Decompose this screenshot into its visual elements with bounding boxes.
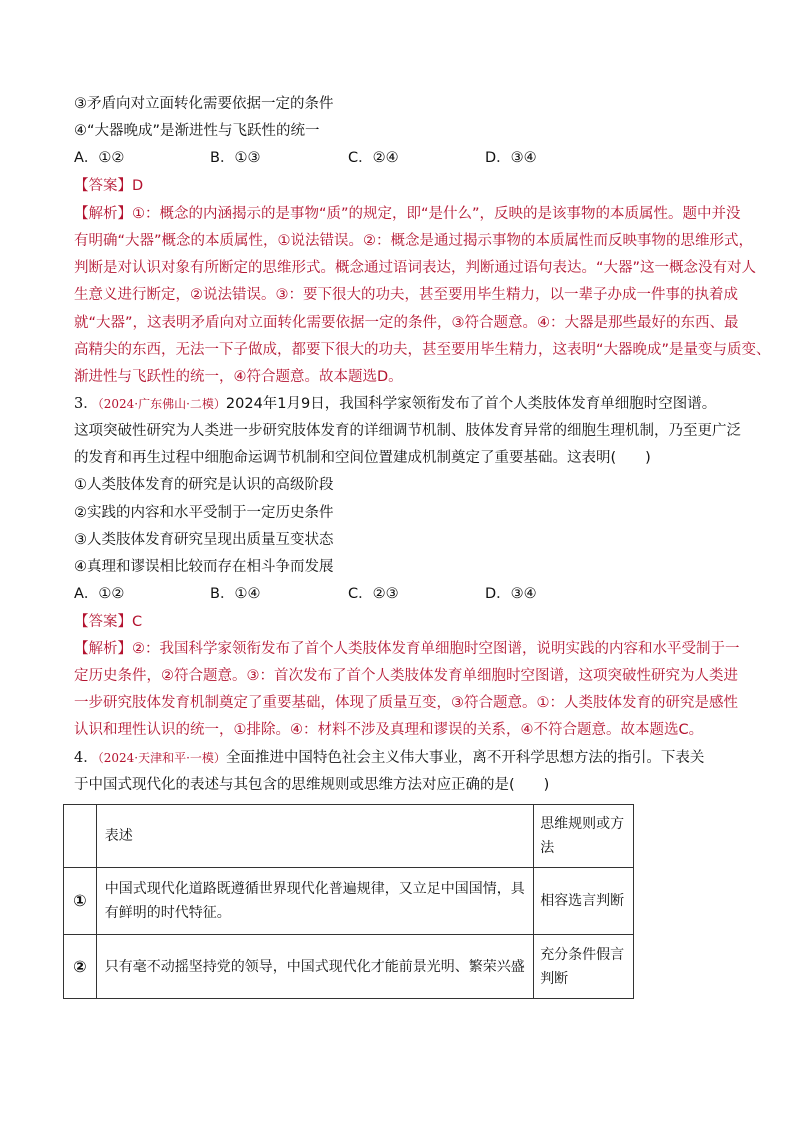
q3-analysis-line: 定历史条件，②符合题意。③：首次发布了首个人类肢体发育单细胞时空图谱，这项突破性研究为人类进: [74, 668, 738, 684]
q2-choice-c: C．②④: [348, 150, 399, 166]
q3-analysis-line: 一步研究肢体发育机制奠定了重要基础，体现了质量互变，③符合题意。①：人类肢体发育的研究是感性: [74, 695, 738, 711]
table-cell: 充分条件假言判断: [534, 935, 634, 999]
q2-analysis-line: 就“大器”，这表明矛盾向对立面转化需要依据一定的条件，③符合题意。④：大器是那些最好的东西、最: [74, 315, 739, 331]
q3-analysis-line: 认识和理性认识的统一，①排除。④：材料不涉及真理和谬误的关系，④不符合题意。故本题选C。: [74, 722, 704, 738]
q3-number: 3．: [74, 396, 98, 412]
q3-choice-b: B．①④: [210, 586, 261, 602]
table-row: [64, 868, 634, 935]
table-cell: 中国式现代化道路既遵循世界现代化普遍规律，又立足中国国情，具有鲜明的时代特征。: [96, 868, 533, 935]
q3-stem-text: 2024年1月9日，我国科学家领衔发布了首个人类肢体发育单细胞时空图谱。: [225, 396, 717, 412]
table-header-cell: 表述: [96, 805, 533, 868]
q2-option-4: ④“大器晚成”是渐进性与飞跃性的统一: [74, 123, 320, 139]
table-cell: 相容选言判断: [534, 868, 634, 935]
q3-answer: 【答案】C: [74, 614, 143, 630]
q2-analysis-line: 生意义进行断定，②说法错误。③：要下很大的功夫，甚至要用毕生精力，以一辈子办成一件事的执着成: [74, 287, 738, 303]
q3-choice-d: D．③④: [485, 586, 537, 602]
q4-stem-text: 全面推进中国特色社会主义伟大事业，离不开科学思想方法的指引。下表关: [225, 750, 705, 766]
q3-option-1: ①人类肢体发育的研究是认识的高级阶段: [74, 477, 334, 493]
q3-stem-line: 这项突破性研究为人类进一步研究肢体发育的详细调节机制、肢体发育异常的细胞生理机制，乃至更广泛: [74, 423, 741, 439]
q2-answer: 【答案】D: [74, 178, 144, 194]
q3-option-3: ③人类肢体发育研究呈现出质量互变状态: [74, 532, 334, 548]
q4-number: 4．: [74, 750, 98, 766]
table-header-cell: [64, 805, 97, 868]
q2-analysis-line: 高精尖的东西，无法一下子做成，都要下很大的功夫，甚至要用毕生精力，这表明“大器晚成”是量变与质变、: [74, 342, 771, 358]
q2-analysis-line: 渐进性与飞跃性的统一，④符合题意。故本题选D。: [74, 369, 403, 385]
q2-choice-a: A．①②: [74, 150, 125, 166]
q2-choice-d: D．③④: [485, 150, 537, 166]
q2-option-3: ③矛盾向对立面转化需要依据一定的条件: [74, 96, 334, 112]
table-header-cell: 思维规则或方法: [534, 805, 634, 868]
q4-source: （2024·天津和平·一模）: [97, 751, 226, 765]
q4-stem-line: 于中国式现代化的表述与其包含的思维规则或思维方法对应正确的是( ): [74, 777, 550, 793]
table-cell: ①: [64, 868, 97, 935]
q4-stem-first-line: [74, 748, 704, 768]
q3-stem-first-line: [74, 394, 716, 414]
q2-analysis-line: 【解析】①：概念的内涵揭示的是事物“质”的规定，即“是什么”，反映的是该事物的本质属性。题中并没: [74, 206, 741, 222]
q4-table: [63, 804, 634, 999]
q2-analysis-line: 判断是对认识对象有所断定的思维形式。概念通过语词表达，判断通过语句表达。“大器”这一概念没有对人: [74, 260, 757, 276]
q3-option-2: ②实践的内容和水平受制于一定历史条件: [74, 505, 334, 521]
q3-choice-a: A．①②: [74, 586, 125, 602]
table-cell: ②: [64, 935, 97, 999]
table-cell: 只有毫不动摇坚持党的领导，中国式现代化才能前景光明、繁荣兴盛: [96, 935, 533, 999]
q3-stem-line: 的发育和再生过程中细胞命运调节机制和空间位置建成机制奠定了重要基础。这表明( ): [74, 450, 651, 466]
table-header-row: [64, 805, 634, 868]
q3-option-4: ④真理和谬误相比较而存在相斗争而发展: [74, 559, 334, 575]
q3-analysis-line: 【解析】②：我国科学家领衔发布了首个人类肢体发育单细胞时空图谱，说明实践的内容和水平受制于一: [74, 641, 740, 657]
q3-source: （2024·广东佛山·二模）: [97, 397, 226, 411]
q3-choice-c: C．②③: [348, 586, 399, 602]
table-row: [64, 935, 634, 999]
q2-analysis-line: 有明确“大器”概念的本质属性，①说法错误。②：概念是通过揭示事物的本质属性而反映事物的思维形式，: [74, 233, 754, 249]
q2-choice-b: B．①③: [210, 150, 261, 166]
